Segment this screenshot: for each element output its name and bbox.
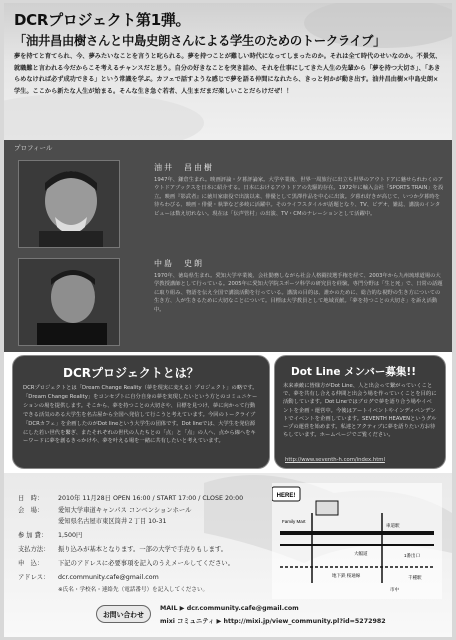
event-mail-row (18, 572, 159, 581)
map-park-label: 市中 (390, 587, 399, 592)
recruit-title: Dot Line メンバー募集!! (291, 366, 416, 378)
profile-section (4, 140, 452, 352)
event-venue-row (18, 505, 191, 514)
flyer-page (4, 3, 452, 637)
page-title: DCRプロジェクト第1弾。 (14, 11, 191, 29)
event-pay-row (18, 544, 227, 553)
event-mail[interactable]: dcr.community.cafe@gmail.com (58, 574, 159, 581)
event-note: ※氏名・学校名・連絡先（電話番号）を記入してください。 (58, 587, 209, 593)
map-road-label: 大幅道 (354, 551, 368, 556)
venue-key: 会 場： (18, 507, 44, 514)
mail-key: アドレス： (18, 574, 50, 581)
access-map (272, 483, 442, 599)
about-text: DCRプロジェクトとは「Dream Change Reality（夢を現実に変える）プロジェクト」の略です。「Dream Change Reality」をコンセプトに自分自身の夢を実現したいという方とのコミュニケーションの場を提供します。そこから、夢を持つことの大切さや、目標を見つけ、夢に向かって行動できる活気のある大学生を名古屋から全国へ発信して行こうと考えています。今回のトークライブ「DCRカフェ」を企画したのがDot lineという大学生の団体です。Dot lineでは、大学生を発信源にした若い世代を繋ぎ、またそれぞれの世代の人たちとの「点」と「点」の人へ、点から線へをキーワードに夢を創るきっかけや、夢を叶える場を一緒に共有したいと考えています。 (23, 385, 258, 445)
map-station-label: 車道駅 (386, 523, 400, 528)
map-here-label: HERE! (276, 493, 296, 499)
map-exit-label: 1番出口 (404, 553, 421, 558)
event-venue: 愛知大学車道キャンパス コンベンションホール (58, 507, 192, 514)
page-subtitle: 「油井昌由樹さんと中島史朗さんによる学生のためのトークライブ」 (14, 34, 386, 48)
profile-tab-label: プロフィール (14, 144, 53, 152)
hero-section (4, 3, 452, 153)
event-date-row (18, 493, 243, 502)
event-pay: 振り込みが基本となります。一部の大学で手売りもします。 (58, 546, 228, 553)
lead-text: 夢を持てと育てられ、今、夢みたいなことを言うと叱られる。夢を持つことが難しい時代になってしまったのか。それは全て時代のせいなのか。不景気、就職難と言われる今だからこそ考えるチャンスだと思う。自分の好きなことを突き詰め、それを仕事にしてきた人生の先輩から「夢を持つ大切さ」、「あきらめなければ必ず成功できる」という常識を学ぶ。カフェで話すような感じで夢を語る仲間になれたら、きっと何かが動き出す。油井昌由樹×中島史朗×学生。ここから新たな人生が始まる。そんな生き急ぐ若者、人生まだまだ楽しいことだらけだぜ！！ (14, 53, 442, 95)
event-fee: 1,500円 (58, 532, 83, 539)
map-family-mart: Family Mart (282, 519, 306, 524)
recruit-text: 未来素敵に皆様方がDot Line、人と出会って繋がっていくことで、夢を共有し合える仲間と出会う場を作っていくことを目的に活動しています。Dot Lineではブログで夢を語り合う場やイベントを企画・運営中。今後はアートイベントやインディペンデントでイベントを企画しています。SEVENTH HEAVENというグループの運営を始めます。私達とアクティブに夢を語りたい方お待ちしています。ホームページでご覧ください。 (283, 383, 437, 439)
recruit-url[interactable]: http://www.seventh-h.com/index.html (285, 457, 385, 463)
footer-mixi[interactable]: mixi コミュニティ ▶ http://mixi.jp/view_community.pl?id=5272982 (160, 618, 386, 625)
contact-button[interactable]: お問い合わせ (96, 605, 151, 623)
event-date: 2010年 11月28日 OPEN 16:00 / START 17:00 / CLOSE 20:00 (58, 495, 244, 502)
fee-key: 参 加 費： (18, 532, 48, 539)
person1-name: 油井 昌由樹 (154, 163, 214, 172)
event-apply-row (18, 558, 234, 567)
map-line-label: 地下鉄 桜通線 (332, 573, 361, 578)
recruit-bubble (274, 355, 446, 469)
event-fee-row (18, 530, 82, 539)
about-bubble (12, 355, 270, 469)
about-title: DCRプロジェクトとは？ (63, 366, 199, 380)
portrait-photo-1 (18, 160, 120, 248)
map-station2-label: 千種駅 (408, 575, 422, 580)
person2-name: 中島 史朗 (154, 259, 204, 268)
map-venue-building (316, 501, 338, 515)
pay-key: 支払方法： (18, 546, 50, 553)
apply-key: 申 込： (18, 560, 44, 567)
footer-mail[interactable]: MAIL ▶ dcr.community.cafe@gmail.com (160, 605, 299, 612)
portrait-photo-2 (18, 258, 120, 346)
person2-bio: 1970年、徳島県生まれ。愛知大学卒業後、会社勤務しながら社会人格闘技選手権を経て、2003年から九州琉球道場の大学教授講師として行っている。2005年に愛知大学院スポーツ科学の研究員を経験。専門分野は「生と死」で、日常の話題に取り組み、物語を伝え全国で講演活動を行っている。講演の目的は、誰かのために、総合的な視野の生き方についての生き方、人が生きるために大切なことについて。目標は大学教員として地域貢献。「夢を持つことの大切さ」を訴え活動中。 (154, 273, 443, 313)
event-apply: 下記のアドレスに必要事項を記入のうえメールしてください。 (58, 560, 234, 567)
person1-bio: 1947年、鎌倉生まれ。映画評論・夕暮評論家。大学卒業後、世界一周旅行に出立ち世界のアウトドアに魅せられわくのアウトドアブックスを日本に紹介する。日本におけるアウトドアの先駆的存在。1972年に輸入会社「SPORTS TRAIN」を設立。映画『影武者』に徳川家康役で出演以来、俳優として黒澤作品を中心に出演。夕暮れ好きが高じて、いつか夕暮時を待ちわびる、映画・俳優・執筆など多岐に活躍中。そのライフスタイルが話題となり、TV、ビデオ、雑誌、講演のインタビューは数え切れない。現在は「伝声管村」の出演、TV・CMのナレーションとして活躍中。 (154, 177, 444, 217)
event-address: 愛知県名古屋市東区筒井２丁目 10-31 (58, 518, 167, 525)
date-key: 日 時： (18, 495, 44, 502)
